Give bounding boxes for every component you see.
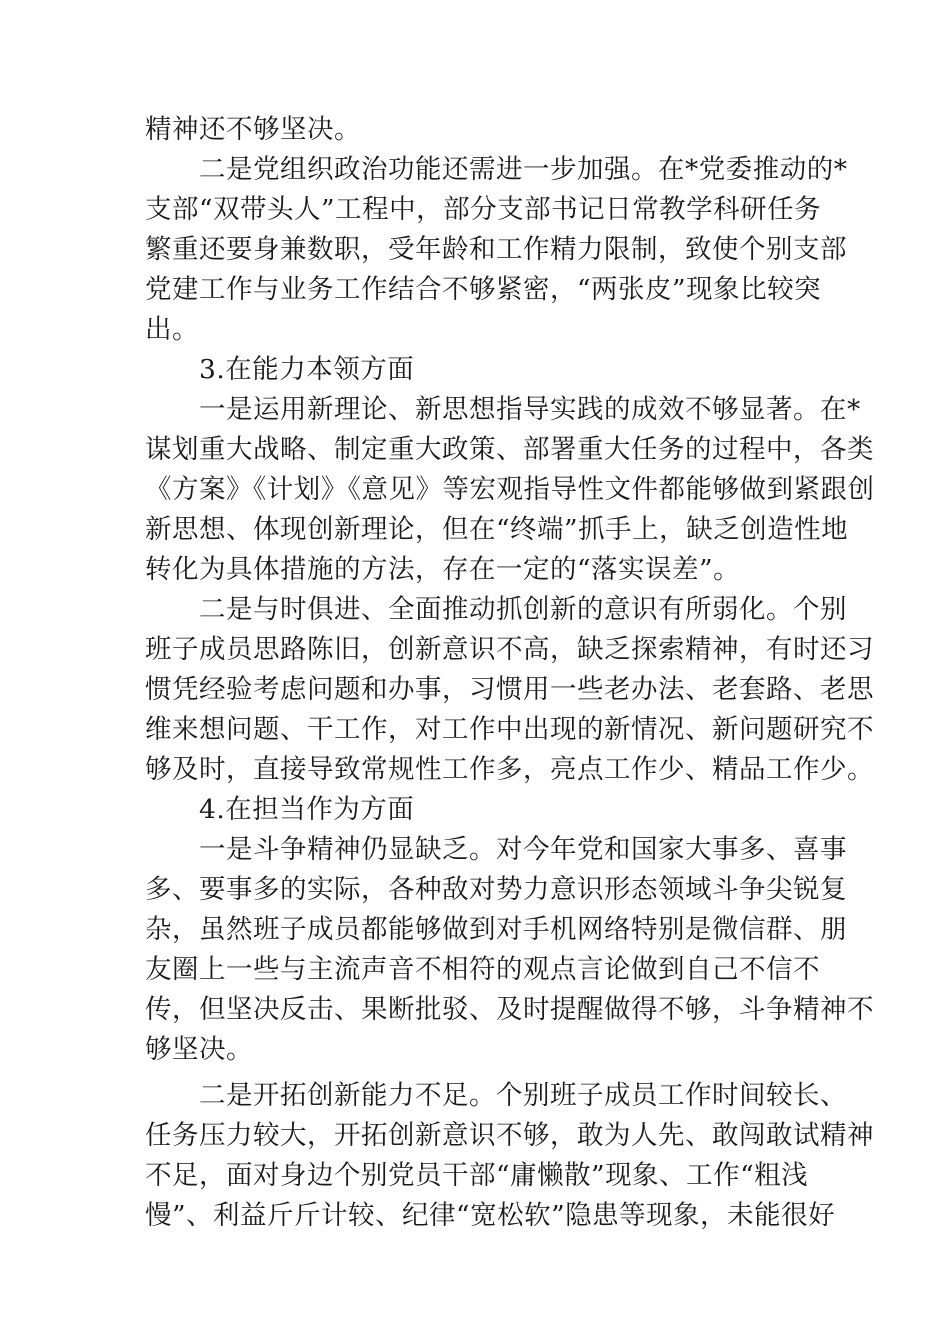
text-line: 多、要事多的实际，各种敌对势力意识形态领域斗争尖锐复 <box>145 874 847 905</box>
text-line: 够及时，直接导致常规性工作多，亮点工作少、精品工作少。 <box>145 754 874 785</box>
paragraph-start: 二是党组织政治功能还需进一步加强。在*党委推动的* <box>199 154 848 185</box>
text-line: 友圈上一些与主流声音不相符的观点言论做到自己不信不 <box>145 954 820 985</box>
paragraph-start: 二是开拓创新能力不足。个别班子成员工作时间较长、 <box>199 1080 847 1111</box>
section-heading: 4.在担当作为方面 <box>199 794 415 825</box>
text-line: 谋划重大战略、制定重大政策、部署重大任务的过程中，各类 <box>145 434 874 465</box>
text-line: 传，但坚决反击、果断批驳、及时提醒做得不够，斗争精神不 <box>145 994 874 1025</box>
text-line: 杂，虽然班子成员都能够做到对手机网络特别是微信群、朋 <box>145 914 847 945</box>
text-line: 繁重还要身兼数职，受年龄和工作精力限制，致使个别支部 <box>145 234 847 265</box>
section-heading: 3.在能力本领方面 <box>199 354 415 385</box>
text-line: 支部“双带头人”工程中，部分支部书记日常教学科研任务 <box>145 194 822 225</box>
text-line: 任务压力较大，开拓创新意识不够，敢为人先、敢闯敢试精神 <box>145 1120 874 1151</box>
text-line: 精神还不够坚决。 <box>145 114 361 145</box>
text-line: 维来想问题、干工作，对工作中出现的新情况、新问题研究不 <box>145 714 874 745</box>
paragraph-start: 一是斗争精神仍显缺乏。对今年党和国家大事多、喜事 <box>199 834 847 865</box>
text-line: 不足，面对身边个别党员干部“庸懒散”现象、工作“粗浅 <box>145 1160 809 1191</box>
text-line: 转化为具体措施的方法，存在一定的“落实误差”。 <box>145 554 741 585</box>
text-line: 党建工作与业务工作结合不够紧密，“两张皮”现象比较突 <box>145 274 822 305</box>
text-line: 《方案》《计划》《意见》等宏观指导性文件都能够做到紧跟创 <box>145 474 875 505</box>
document-body <box>145 110 875 1236</box>
paragraph-start: 二是与时俱进、全面推动抓创新的意识有所弱化。个别 <box>199 594 847 625</box>
text-line: 出。 <box>145 314 199 345</box>
paragraph-start: 一是运用新理论、新思想指导实践的成效不够显著。在* <box>199 394 861 425</box>
text-line: 新思想、体现创新理论，但在“终端”抓手上，缺乏创造性地 <box>145 514 849 545</box>
text-line: 慢”、利益斤斤计较、纪律“宽松软”隐患等现象，未能很好 <box>145 1200 836 1231</box>
text-line: 够坚决。 <box>145 1034 253 1065</box>
text-line: 惯凭经验考虑问题和办事，习惯用一些老办法、老套路、老思 <box>145 674 874 705</box>
text-line: 班子成员思路陈旧，创新意识不高，缺乏探索精神，有时还习 <box>145 634 874 665</box>
